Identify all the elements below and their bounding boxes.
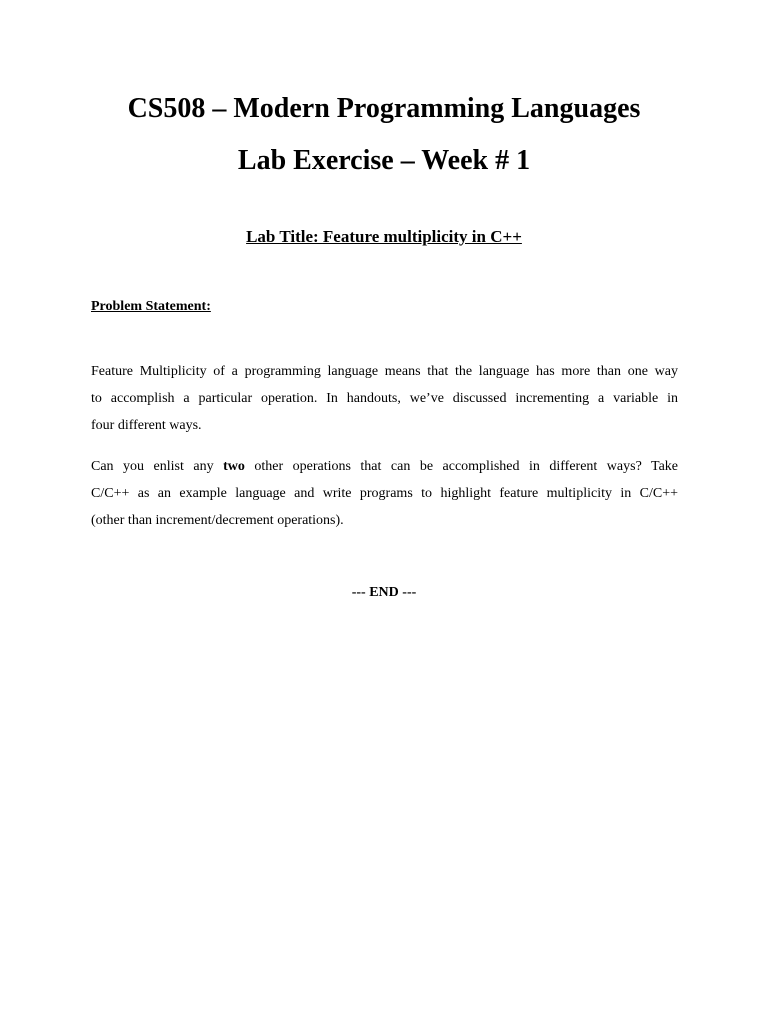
paragraph-2-line-1	[91, 458, 678, 485]
paragraph-2-line-1-end: other operations that can be accomplished in different ways? Take	[254, 459, 679, 474]
problem-statement-heading: Problem Statement:	[91, 299, 211, 314]
paragraph-task	[91, 458, 678, 539]
paragraph-1-line-2: to accomplish a particular operation. In handouts, we’ve discussed incrementing a variable in	[91, 391, 678, 406]
paragraph-1-line-3: four different ways.	[91, 418, 202, 433]
exercise-title: Lab Exercise – Week # 1	[237, 145, 531, 176]
emphasis-two: two	[223, 459, 245, 474]
paragraph-1-line-1: Feature Multiplicity of a programming language means that the language has more than one way	[91, 364, 678, 379]
lab-title: Lab Title: Feature multiplicity in C++	[246, 227, 522, 246]
paragraph-2-line-1-start: Can you enlist any	[91, 459, 214, 474]
paragraph-2-line-2: C/C++ as an example language and write programs to highlight feature multiplicity in C/C++	[91, 486, 678, 501]
end-marker: --- END ---	[351, 585, 417, 600]
course-title: CS508 – Modern Programming Languages	[127, 93, 641, 124]
paragraph-feature-multiplicity	[91, 363, 678, 444]
paragraph-2-line-3: (other than increment/decrement operations).	[91, 513, 344, 528]
